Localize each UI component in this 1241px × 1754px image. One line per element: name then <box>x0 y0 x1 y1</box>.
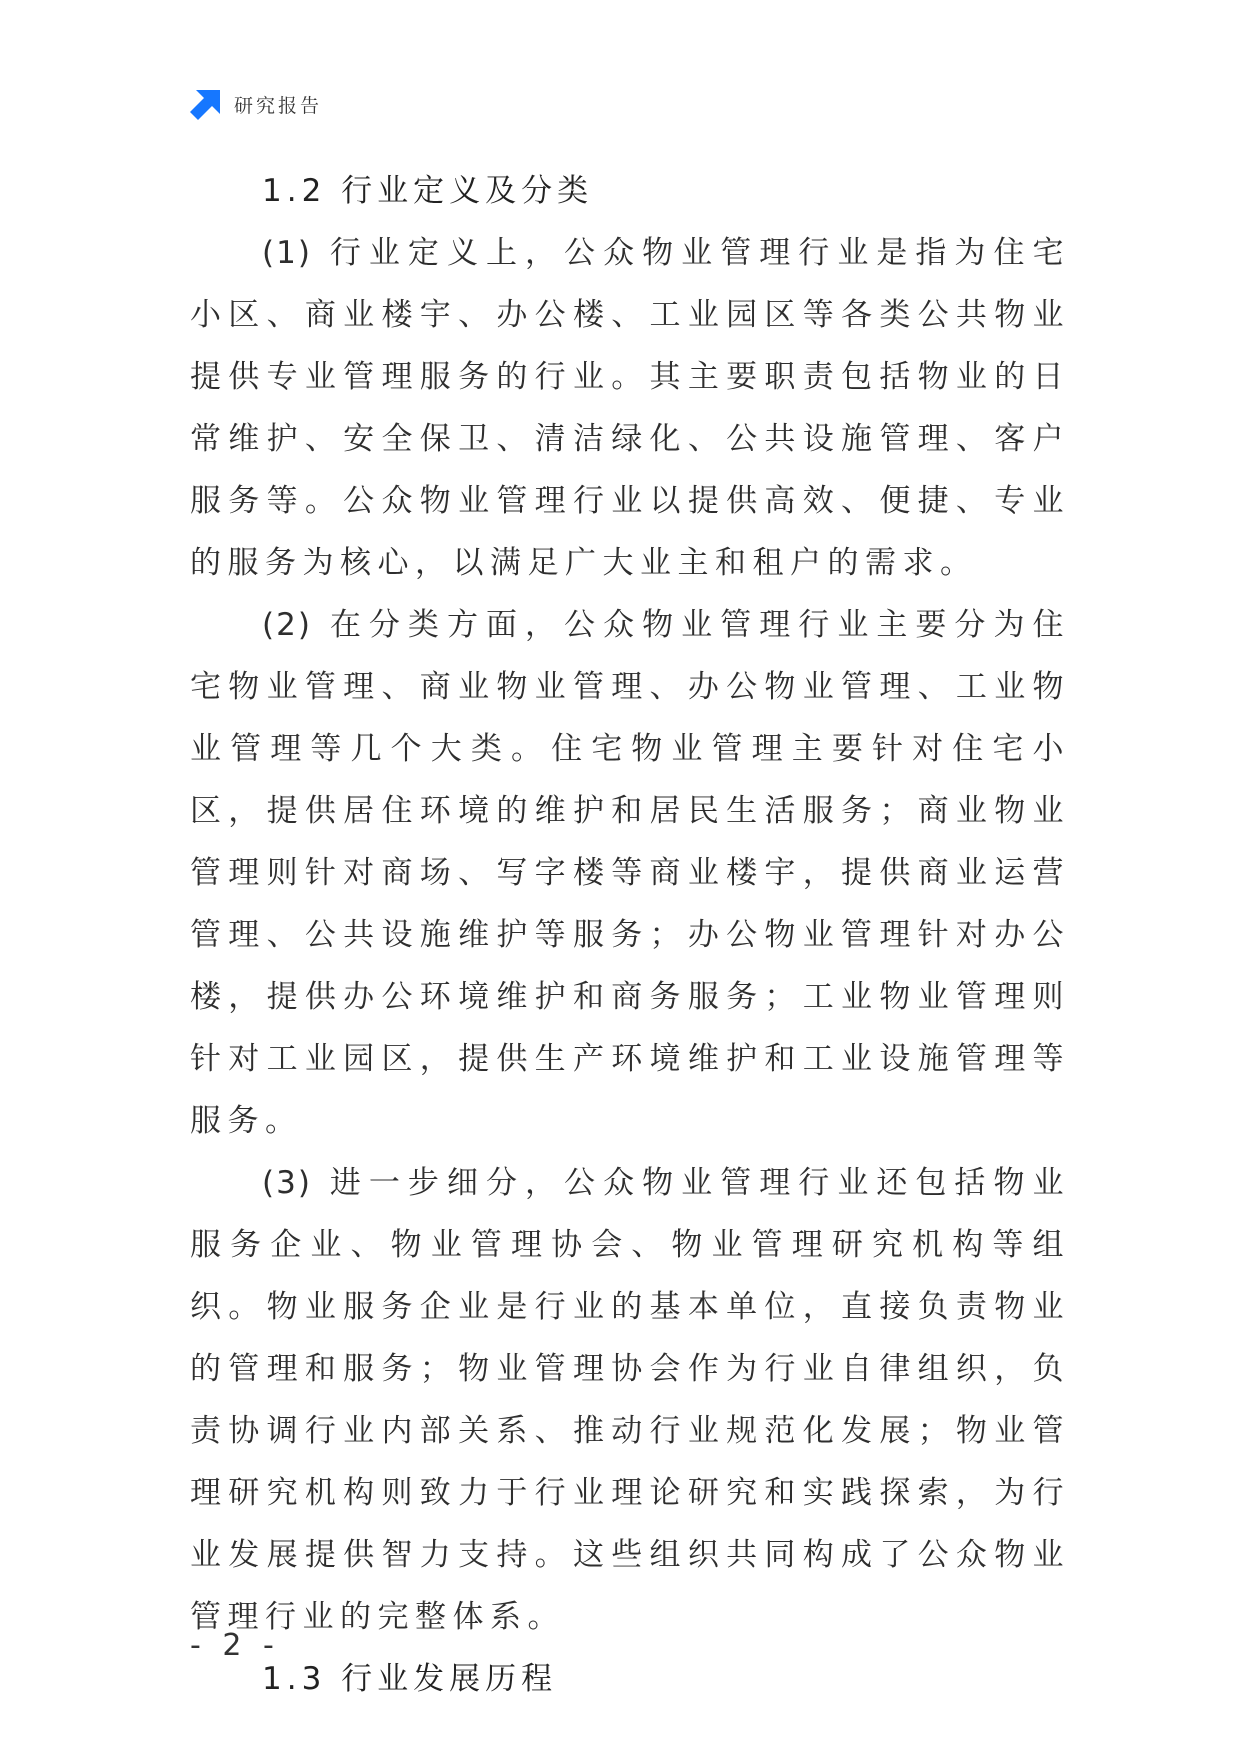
page-header <box>190 88 322 120</box>
arrow-up-right-icon <box>190 88 222 120</box>
paragraph-number: (1) <box>262 235 312 271</box>
paragraph-3 <box>190 1152 1070 1648</box>
report-label: 研究报告 <box>234 94 323 117</box>
paragraph-2 <box>190 594 1070 1152</box>
paragraph-number: (3) <box>262 1165 312 1201</box>
section-heading-1-2: 1.2 行业定义及分类 <box>262 173 594 209</box>
section-heading-1-3: 1.3 行业发展历程 <box>262 1661 558 1697</box>
paragraph-text: 行业定义上，公众物业管理行业是指为住宅小区、商业楼宇、办公楼、工业园区等各类公共物业提供专业管理服务的行业。其主要职责包括物业的日常维护、安全保卫、清洁绿化、公共设施管理、客户服务等。公众物业管理行业以提供高效、便捷、专业的服务为核心，以满足广大业主和租户的需求。 <box>190 235 1071 581</box>
page-number: - 2 - <box>190 1628 280 1663</box>
paragraph-text: 进一步细分，公众物业管理行业还包括物业服务企业、物业管理协会、物业管理研究机构等组织。物业服务企业是行业的基本单位，直接负责物业的管理和服务；物业管理协会作为行业自律组织，负责协调行业内部关系、推动行业规范化发展；物业管理研究机构则致力于行业理论研究和实践探索，为行业发展提供智力支持。这些组织共同构成了公众物业管理行业的完整体系。 <box>190 1165 1071 1635</box>
paragraph-text: 在分类方面，公众物业管理行业主要分为住宅物业管理、商业物业管理、办公物业管理、工业物业管理等几个大类。住宅物业管理主要针对住宅小区，提供居住环境的维护和居民生活服务；商业物业管理则针对商场、写字楼等商业楼宇，提供商业运营管理、公共设施维护等服务；办公物业管理针对办公楼，提供办公环境维护和商务服务；工业物业管理则针对工业园区，提供生产环境维护和工业设施管理等服务。 <box>190 607 1071 1139</box>
document-body <box>190 160 1070 1710</box>
paragraph-number: (2) <box>262 607 312 643</box>
paragraph-1 <box>190 222 1070 594</box>
